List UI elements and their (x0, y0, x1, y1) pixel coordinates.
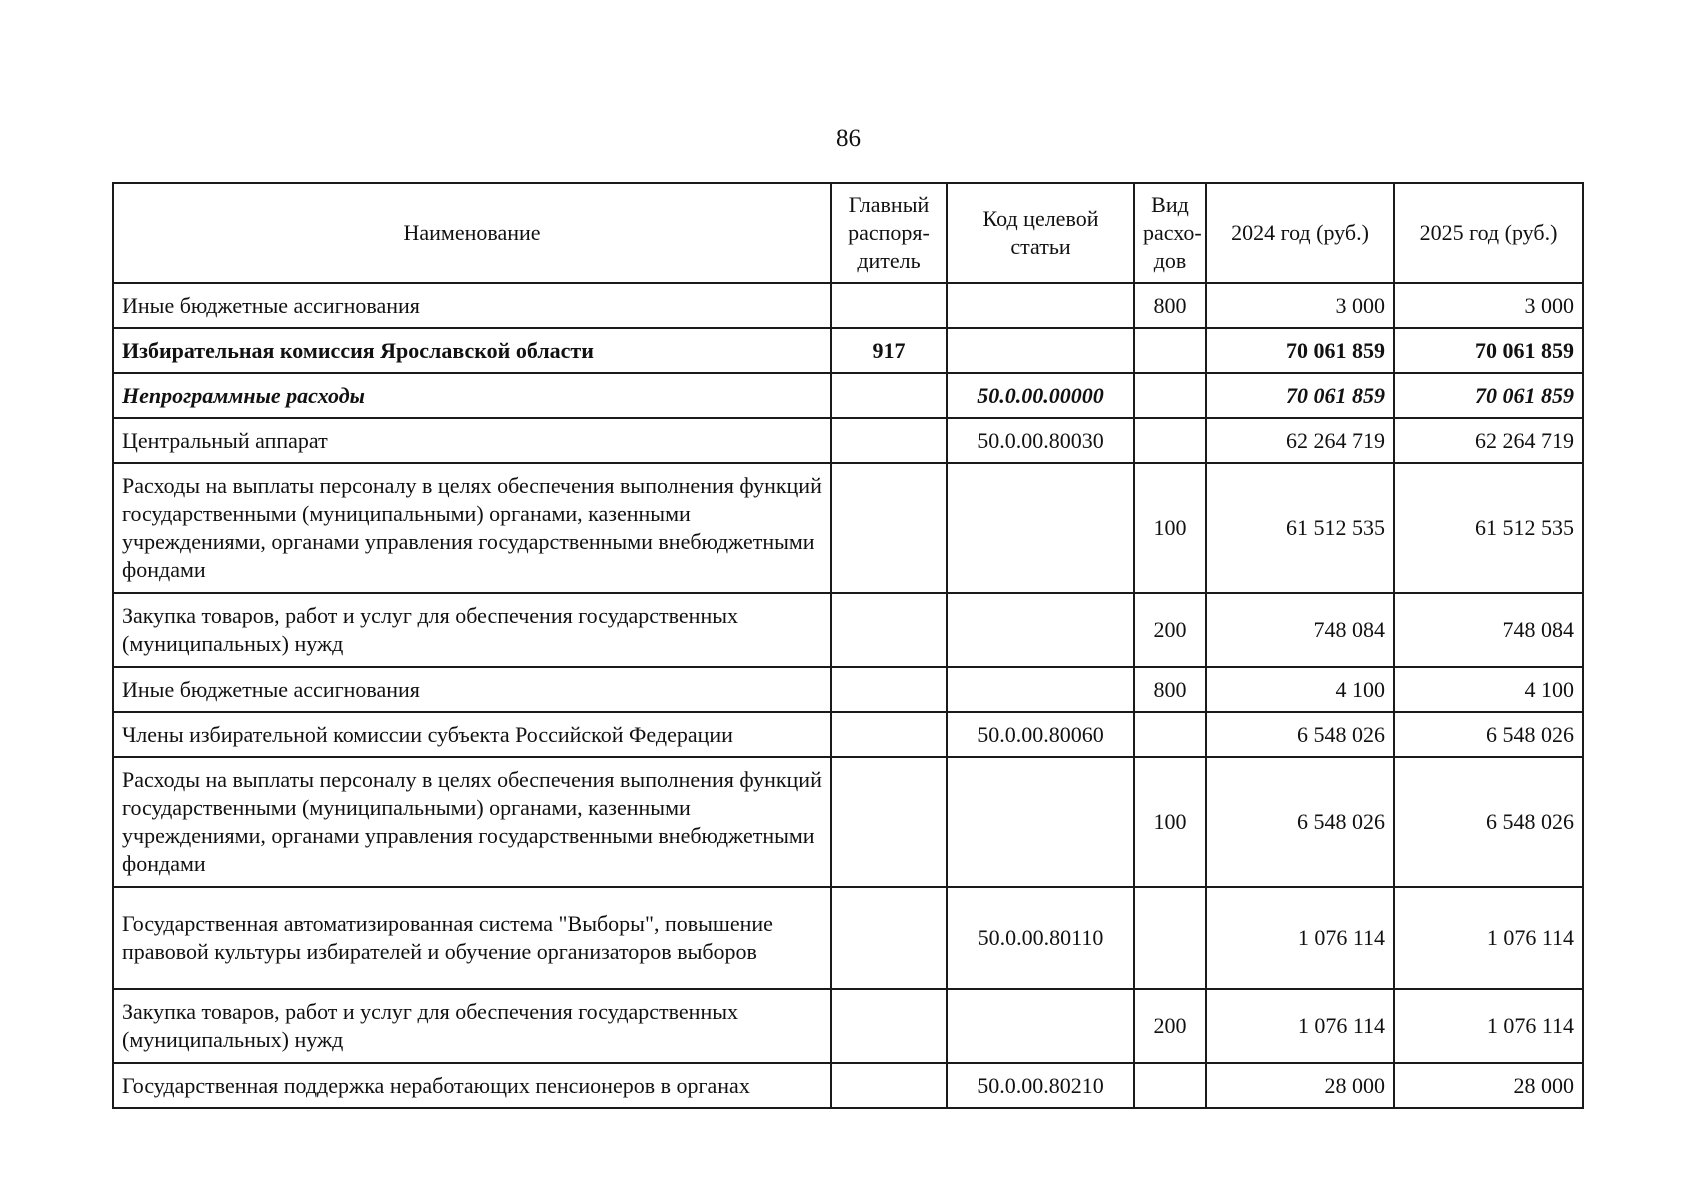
main-manager-cell (831, 712, 947, 757)
header-year-2024: 2024 год (руб.) (1206, 183, 1394, 283)
name-cell: Избирательная комиссия Ярославской области (113, 328, 831, 373)
target-code-cell (947, 328, 1134, 373)
expense-type-cell (1134, 373, 1206, 418)
table-row (113, 418, 1583, 463)
amount-2025-cell: 4 100 (1394, 667, 1583, 712)
expense-type-cell (1134, 418, 1206, 463)
amount-2024-cell: 70 061 859 (1206, 328, 1394, 373)
name-cell: Закупка товаров, работ и услуг для обеспечения государственных (муниципальных) нужд (113, 989, 831, 1063)
expense-type-cell: 800 (1134, 283, 1206, 328)
name-cell: Иные бюджетные ассигнования (113, 667, 831, 712)
table-row (113, 757, 1583, 887)
amount-2025-cell: 6 548 026 (1394, 712, 1583, 757)
expense-type-cell (1134, 712, 1206, 757)
header-expense-type: Вид расхо-дов (1134, 183, 1206, 283)
table-row (113, 989, 1583, 1063)
name-cell: Расходы на выплаты персоналу в целях обеспечения выполнения функций государственными (муниципальными) органами, казенными учреждениями, органами управления государственными внебюджетными фондами (113, 757, 831, 887)
expense-type-cell (1134, 1063, 1206, 1108)
target-code-cell: 50.0.00.80210 (947, 1063, 1134, 1108)
expense-type-cell: 100 (1134, 757, 1206, 887)
target-code-cell: 50.0.00.00000 (947, 373, 1134, 418)
target-code-cell: 50.0.00.80030 (947, 418, 1134, 463)
amount-2024-cell: 6 548 026 (1206, 757, 1394, 887)
main-manager-cell (831, 1063, 947, 1108)
main-manager-cell (831, 757, 947, 887)
main-manager-cell (831, 418, 947, 463)
amount-2025-cell: 62 264 719 (1394, 418, 1583, 463)
target-code-cell (947, 593, 1134, 667)
table-row (113, 593, 1583, 667)
main-manager-cell (831, 667, 947, 712)
amount-2025-cell: 1 076 114 (1394, 887, 1583, 989)
name-cell: Иные бюджетные ассигнования (113, 283, 831, 328)
header-row (113, 183, 1583, 283)
amount-2025-cell: 70 061 859 (1394, 328, 1583, 373)
amount-2024-cell: 1 076 114 (1206, 989, 1394, 1063)
amount-2024-cell: 6 548 026 (1206, 712, 1394, 757)
amount-2024-cell: 748 084 (1206, 593, 1394, 667)
page-number: 86 (836, 125, 861, 152)
target-code-cell (947, 283, 1134, 328)
target-code-cell: 50.0.00.80110 (947, 887, 1134, 989)
name-cell: Члены избирательной комиссии субъекта Российской Федерации (113, 712, 831, 757)
name-cell: Государственная поддержка неработающих пенсионеров в органах (113, 1063, 831, 1108)
name-cell: Государственная автоматизированная система "Выборы", повышение правовой культуры избирателей и обучение организаторов выборов (113, 887, 831, 989)
table-row (113, 712, 1583, 757)
target-code-cell (947, 667, 1134, 712)
amount-2025-cell: 61 512 535 (1394, 463, 1583, 593)
expense-type-cell: 100 (1134, 463, 1206, 593)
amount-2024-cell: 4 100 (1206, 667, 1394, 712)
expense-type-cell (1134, 328, 1206, 373)
main-manager-cell (831, 887, 947, 989)
amount-2025-cell: 748 084 (1394, 593, 1583, 667)
amount-2024-cell: 70 061 859 (1206, 373, 1394, 418)
table-row (113, 887, 1583, 989)
name-cell: Центральный аппарат (113, 418, 831, 463)
header-target-code: Код целевой статьи (947, 183, 1134, 283)
name-cell: Непрограммные расходы (113, 373, 831, 418)
amount-2024-cell: 62 264 719 (1206, 418, 1394, 463)
target-code-cell (947, 757, 1134, 887)
expense-type-cell: 800 (1134, 667, 1206, 712)
main-manager-cell (831, 593, 947, 667)
amount-2025-cell: 3 000 (1394, 283, 1583, 328)
header-year-2025: 2025 год (руб.) (1394, 183, 1583, 283)
amount-2024-cell: 1 076 114 (1206, 887, 1394, 989)
table-row (113, 373, 1583, 418)
target-code-cell: 50.0.00.80060 (947, 712, 1134, 757)
amount-2024-cell: 3 000 (1206, 283, 1394, 328)
header-main-manager: Главный распоря-дитель (831, 183, 947, 283)
table-row (113, 463, 1583, 593)
main-manager-cell (831, 283, 947, 328)
main-manager-cell: 917 (831, 328, 947, 373)
table-row (113, 328, 1583, 373)
amount-2025-cell: 28 000 (1394, 1063, 1583, 1108)
amount-2024-cell: 61 512 535 (1206, 463, 1394, 593)
target-code-cell (947, 989, 1134, 1063)
main-manager-cell (831, 989, 947, 1063)
name-cell: Расходы на выплаты персоналу в целях обеспечения выполнения функций государственными (муниципальными) органами, казенными учреждениями, органами управления государственными внебюджетными фондами (113, 463, 831, 593)
name-cell: Закупка товаров, работ и услуг для обеспечения государственных (муниципальных) нужд (113, 593, 831, 667)
target-code-cell (947, 463, 1134, 593)
amount-2025-cell: 1 076 114 (1394, 989, 1583, 1063)
table-row (113, 667, 1583, 712)
expense-type-cell: 200 (1134, 989, 1206, 1063)
table-row (113, 1063, 1583, 1108)
table-body (113, 283, 1583, 1108)
amount-2025-cell: 70 061 859 (1394, 373, 1583, 418)
table-row (113, 283, 1583, 328)
amount-2024-cell: 28 000 (1206, 1063, 1394, 1108)
header-name: Наименование (113, 183, 831, 283)
expense-type-cell (1134, 887, 1206, 989)
expense-type-cell: 200 (1134, 593, 1206, 667)
budget-table (112, 182, 1584, 1109)
main-manager-cell (831, 373, 947, 418)
amount-2025-cell: 6 548 026 (1394, 757, 1583, 887)
main-manager-cell (831, 463, 947, 593)
